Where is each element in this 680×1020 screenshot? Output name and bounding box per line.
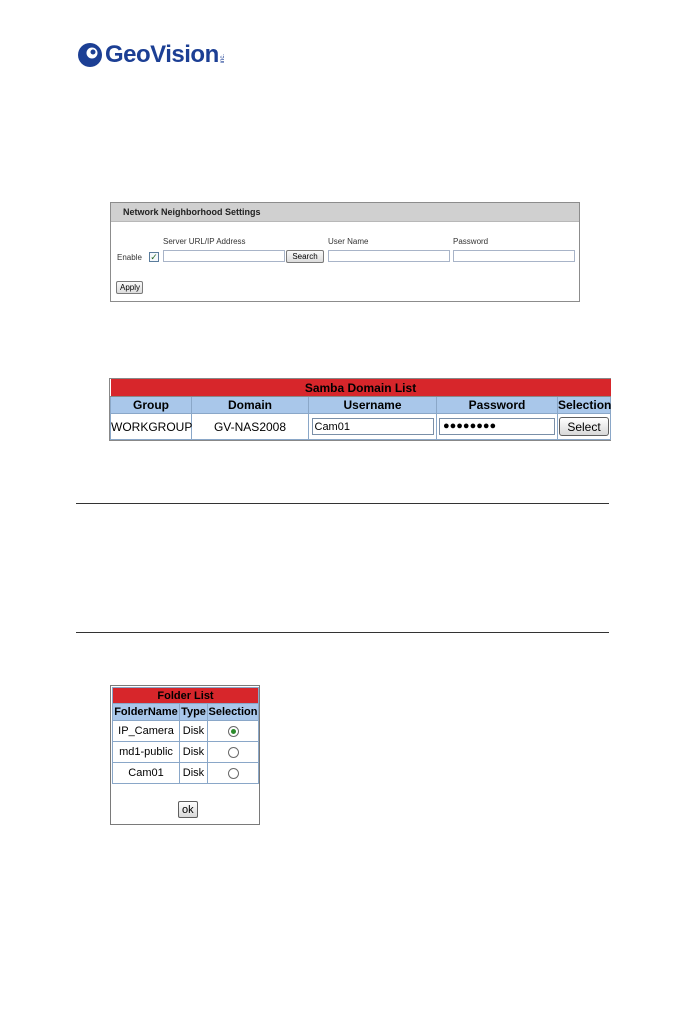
server-address-input[interactable] — [163, 250, 285, 262]
search-button[interactable]: Search — [286, 250, 324, 263]
samba-username-input[interactable] — [312, 418, 434, 435]
select-button[interactable]: Select — [559, 417, 608, 436]
column-header-selection: Selection — [208, 704, 259, 721]
server-address-label: Server URL/IP Address — [163, 237, 246, 246]
ok-button[interactable]: ok — [178, 801, 198, 818]
column-header-password: Password — [437, 397, 558, 414]
selection-cell — [558, 414, 611, 440]
panel-title: Network Neighborhood Settings — [111, 203, 579, 222]
domain-cell: GV-NAS2008 — [192, 414, 309, 440]
folder-type-cell: Disk — [180, 763, 208, 784]
folder-name-cell: Cam01 — [113, 763, 180, 784]
folder-list-panel — [110, 685, 260, 825]
column-header-domain: Domain — [192, 397, 309, 414]
password-label: Password — [453, 237, 489, 246]
network-neighborhood-panel — [110, 202, 580, 302]
folder-selection-cell — [208, 721, 259, 742]
folder-name-cell: IP_Camera — [113, 721, 180, 742]
column-header-foldername: FolderName — [113, 704, 180, 721]
column-header-type: Type — [180, 704, 208, 721]
folder-selection-cell — [208, 742, 259, 763]
logo-suffix: inc. — [219, 54, 226, 64]
password-cell — [437, 414, 558, 440]
note-top-rule — [76, 503, 609, 504]
folder-radio-md1-public[interactable] — [228, 747, 239, 758]
logo-brand-text: GeoVision — [105, 41, 219, 68]
user-name-input[interactable] — [328, 250, 450, 262]
table-row — [113, 721, 259, 742]
table-row — [111, 414, 611, 440]
group-cell: WORKGROUP — [111, 414, 192, 440]
column-header-username: Username — [309, 397, 437, 414]
table-row — [113, 763, 259, 784]
folder-radio-cam01[interactable] — [228, 768, 239, 779]
column-header-group: Group — [111, 397, 192, 414]
apply-button[interactable]: Apply — [116, 281, 143, 294]
table-row — [113, 742, 259, 763]
geovision-logo — [76, 38, 226, 72]
column-header-selection: Selection — [558, 398, 612, 412]
folder-name-cell: md1-public — [113, 742, 180, 763]
note-bottom-rule — [76, 632, 609, 633]
enable-label: Enable — [117, 253, 142, 262]
folder-type-cell: Disk — [180, 721, 208, 742]
folder-radio-ip-camera[interactable] — [228, 726, 239, 737]
samba-domain-list — [109, 378, 611, 441]
user-name-label: User Name — [328, 237, 369, 246]
samba-password-input[interactable]: ●●●●●●●● — [439, 418, 555, 435]
folder-selection-cell — [208, 763, 259, 784]
password-input[interactable] — [453, 250, 575, 262]
geovision-logo-icon — [76, 41, 102, 69]
folder-list-title: Folder List — [113, 688, 259, 704]
folder-type-cell: Disk — [180, 742, 208, 763]
samba-list-title: Samba Domain List — [111, 379, 611, 397]
username-cell — [309, 414, 437, 440]
enable-checkbox[interactable]: ✓ — [150, 252, 158, 262]
